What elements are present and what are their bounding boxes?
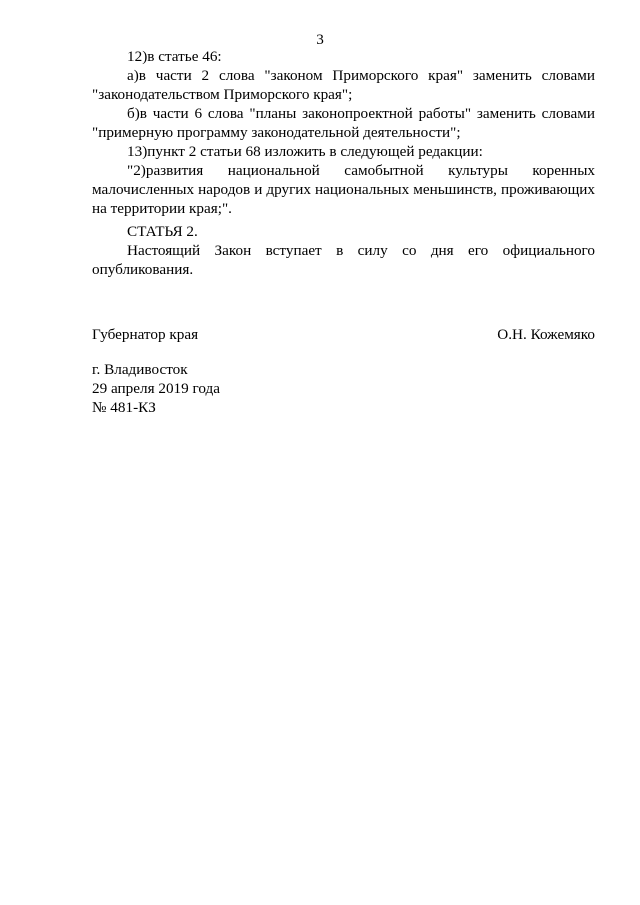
city: г. Владивосток xyxy=(92,361,188,378)
article-2-text: Настоящий Закон вступает в силу со дня его официального опубликования. xyxy=(92,242,595,278)
page-number: 3 xyxy=(316,31,324,48)
law-number: № 481-КЗ xyxy=(92,399,156,416)
article-2-heading: СТАТЬЯ 2. xyxy=(127,223,198,240)
signatory-title: Губернатор края xyxy=(92,326,199,343)
place-date-block xyxy=(92,360,595,417)
signing-date: 29 апреля 2019 года xyxy=(92,380,220,397)
item-13-heading: 13)пункт 2 статьи 68 изложить в следующей редакции: xyxy=(127,143,483,160)
amendments-section xyxy=(92,47,595,218)
item-13-text: "2)развития национальной самобытной культуры коренных малочисленных народов и других национальных меньшинств, проживающих на территории края;". xyxy=(92,162,595,217)
item-12-subitem-b: б)в части 6 слова "планы законопроектной работы" заменить словами "примерную программу законодательной деятельности"; xyxy=(92,105,595,141)
item-12-subitem-a: а)в части 2 слова "законом Приморского края" заменить словами "законодательством Приморского края"; xyxy=(92,67,595,103)
article-2-section xyxy=(92,222,595,279)
signatory-name: О.Н. Кожемяко xyxy=(497,326,595,343)
item-12-heading: 12)в статье 46: xyxy=(127,48,222,65)
signature-block xyxy=(92,325,595,344)
